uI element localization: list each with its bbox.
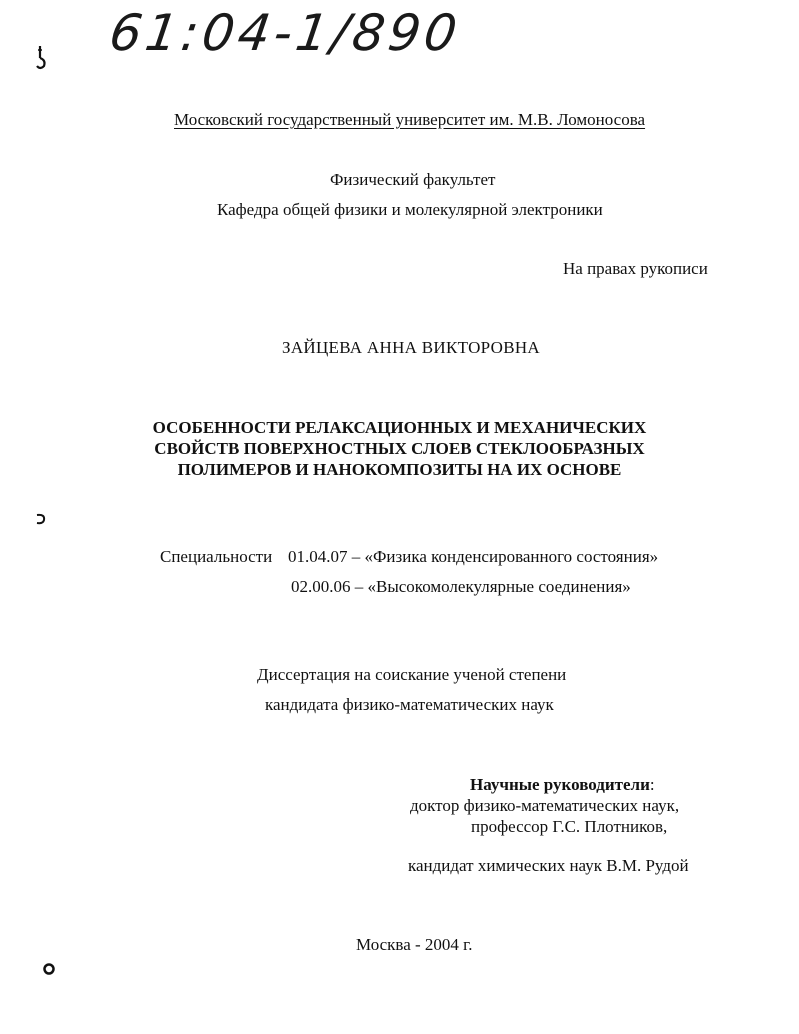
supervisor-line: доктор физико-математических наук, [410,796,680,815]
supervisor-line: кандидат химических наук В.М. Рудой [408,856,689,875]
handwritten-archive-code: 61:04-1/890 [105,4,465,62]
dissertation-degree-line: кандидата физико-математических наук [265,695,554,714]
dissertation-degree-line: Диссертация на соискание ученой степени [257,665,567,684]
faculty-name: Физический факультет [330,170,496,189]
author-name: ЗАЙЦЕВА АННА ВИКТОРОВНА [282,338,541,357]
dissertation-title [0,417,799,480]
title-line: ОСОБЕННОСТИ РЕЛАКСАЦИОННЫХ И МЕХАНИЧЕСКИХ [152,418,647,437]
supervisors-heading-colon: : [649,775,655,794]
scan-mark-top-icon [34,44,50,72]
title-line: СВОЙСТВ ПОВЕРХНОСТНЫХ СЛОЕВ СТЕКЛООБРАЗНЫХ [154,439,645,458]
scan-mark-middle-icon [34,512,48,526]
specialties-label: Специальности [160,547,273,566]
chair-name: Кафедра общей физики и молекулярной электроники [217,200,603,219]
supervisors-heading [470,775,655,795]
specialty-item: 01.04.07 – «Физика конденсированного состояния» [288,547,659,566]
city-year: Москва - 2004 г. [356,935,473,954]
rights-note: На правах рукописи [563,259,708,278]
title-line: ПОЛИМЕРОВ И НАНОКОМПОЗИТЫ НА ИХ ОСНОВЕ [177,460,622,479]
supervisors-heading-text: Научные руководители [470,775,650,794]
supervisor-line: профессор Г.С. Плотников, [471,817,668,836]
university-name: Московский государственный университет им. М.В. Ломоносова [174,110,646,129]
specialty-item: 02.00.06 – «Высокомолекулярные соединения» [291,577,631,596]
scan-mark-bottom-icon [42,962,56,976]
